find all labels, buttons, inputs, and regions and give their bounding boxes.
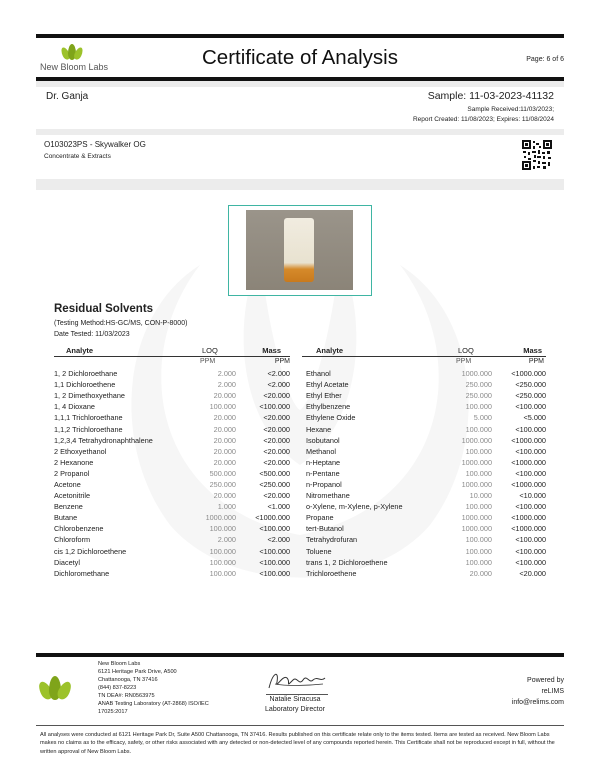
lab-address-line: (844) 837-8223 bbox=[98, 685, 137, 691]
disclaimer-rule bbox=[36, 725, 564, 726]
powered-by-brand[interactable]: reLIMS bbox=[541, 688, 564, 695]
solvent-row bbox=[306, 512, 546, 523]
solvent-row bbox=[54, 468, 290, 479]
mass-value: <100.000 bbox=[515, 502, 546, 512]
analyte-name: Benzene bbox=[54, 502, 83, 512]
analyte-name: Ethanol bbox=[306, 369, 331, 379]
loq-unit: PPM bbox=[200, 358, 216, 365]
mass-unit-right: PPM bbox=[528, 358, 544, 365]
solvent-row bbox=[306, 423, 546, 434]
solvent-row bbox=[54, 390, 290, 401]
loq-value: 100.000 bbox=[465, 446, 492, 456]
client-name: Dr. Ganja bbox=[46, 91, 89, 102]
report-dates: Report Created: 11/08/2023; Expires: 11/08/2024 bbox=[412, 116, 554, 123]
analyte-name: Dichloromethane bbox=[54, 568, 110, 578]
analyte-name: 1,2,3,4 Tetrahydronaphthalene bbox=[54, 435, 153, 445]
signer-title: Laboratory Director bbox=[265, 706, 325, 713]
sample-id: Sample: 11-03-2023-41132 bbox=[427, 90, 554, 102]
mass-value: <1000.000 bbox=[255, 513, 290, 523]
solvent-row bbox=[54, 435, 290, 446]
page-title: Certificate of Analysis bbox=[202, 46, 398, 69]
loq-value: 1000.000 bbox=[461, 369, 492, 379]
solvent-row bbox=[306, 379, 546, 390]
solvent-row bbox=[54, 557, 290, 568]
results-panel bbox=[36, 190, 564, 640]
mass-value: <1000.000 bbox=[511, 513, 546, 523]
mass-value: <100.000 bbox=[259, 402, 290, 412]
analyte-name: Propane bbox=[306, 513, 334, 523]
analyte-name: 1, 2 Dimethoxyethane bbox=[54, 391, 125, 401]
analyte-name: Diacetyl bbox=[54, 557, 80, 567]
analyte-name: Ethylbenzene bbox=[306, 402, 351, 412]
mass-value: <20.000 bbox=[519, 568, 546, 578]
mass-value: <1000.000 bbox=[511, 479, 546, 489]
mass-value: <1000.000 bbox=[511, 435, 546, 445]
mass-unit: PPM bbox=[274, 358, 290, 365]
lab-address-line: 17025:2017 bbox=[98, 709, 128, 715]
solvent-row bbox=[306, 479, 546, 490]
solvent-row bbox=[306, 501, 546, 512]
solvent-row bbox=[54, 423, 290, 434]
sample-received: Sample Received:11/03/2023; bbox=[467, 106, 554, 113]
loq-value: 20.000 bbox=[213, 391, 236, 401]
loq-value: 100.000 bbox=[209, 402, 236, 412]
analyte-name: Acetone bbox=[54, 479, 81, 489]
solvent-row bbox=[306, 490, 546, 501]
mass-value: <2.000 bbox=[267, 380, 290, 390]
analyte-name: Acetonitrile bbox=[54, 491, 91, 501]
qr-code-icon bbox=[522, 140, 552, 170]
col-analyte-header-right: Analyte bbox=[316, 346, 344, 355]
lab-address-line: Chattanooga, TN 37416 bbox=[98, 677, 158, 683]
analyte-name: n-Pentane bbox=[306, 468, 340, 478]
product-category: Concentrate & Extracts bbox=[44, 153, 111, 160]
loq-value: 20.000 bbox=[213, 491, 236, 501]
analyte-name: cis 1,2 Dichloroethene bbox=[54, 546, 127, 556]
mass-value: <20.000 bbox=[263, 491, 290, 501]
solvent-row bbox=[54, 412, 290, 423]
solvent-row bbox=[54, 490, 290, 501]
mass-value: <100.000 bbox=[515, 424, 546, 434]
mass-value: <100.000 bbox=[515, 546, 546, 556]
lab-address-line: New Bloom Labs bbox=[98, 661, 141, 667]
loq-value: 100.000 bbox=[209, 546, 236, 556]
analyte-name: Hexane bbox=[306, 424, 332, 434]
section-title: Residual Solvents bbox=[54, 303, 154, 315]
analyte-name: 2 Propanol bbox=[54, 468, 90, 478]
loq-unit-right: PPM bbox=[456, 358, 472, 365]
loq-value: 100.000 bbox=[465, 557, 492, 567]
solvent-row bbox=[306, 546, 546, 557]
solvent-row bbox=[306, 446, 546, 457]
client-panel bbox=[36, 87, 564, 129]
col-loq-header-right: LOQ bbox=[458, 346, 474, 355]
analyte-name: Isobutanol bbox=[306, 435, 340, 445]
mass-value: <250.000 bbox=[515, 380, 546, 390]
contact-email[interactable]: info@relims.com bbox=[511, 699, 564, 706]
mass-value: <100.000 bbox=[515, 535, 546, 545]
analyte-name: 1,1,1 Trichloroethane bbox=[54, 413, 123, 423]
analyte-name: 1,1 Dichloroethene bbox=[54, 380, 116, 390]
product-panel bbox=[36, 135, 564, 179]
mass-value: <5.000 bbox=[523, 413, 546, 423]
loq-value: 100.000 bbox=[465, 468, 492, 478]
loq-value: 250.000 bbox=[209, 479, 236, 489]
analyte-name: 1, 4 Dioxane bbox=[54, 402, 95, 412]
mass-value: <1000.000 bbox=[511, 457, 546, 467]
mass-value: <100.000 bbox=[259, 557, 290, 567]
solvent-row bbox=[306, 568, 546, 579]
analyte-name: Butane bbox=[54, 513, 78, 523]
mass-value: <10.000 bbox=[519, 491, 546, 501]
loq-value: 20.000 bbox=[469, 568, 492, 578]
mass-value: <2.000 bbox=[267, 369, 290, 379]
solvent-row bbox=[54, 401, 290, 412]
analyte-name: o-Xylene, m-Xylene, p-Xylene bbox=[306, 502, 403, 512]
loq-value: 2.000 bbox=[217, 369, 236, 379]
lab-address-block bbox=[98, 660, 209, 716]
mass-value: <250.000 bbox=[259, 479, 290, 489]
analyte-name: Chlorobenzene bbox=[54, 524, 104, 534]
loq-value: 1000.000 bbox=[461, 479, 492, 489]
loq-value: 100.000 bbox=[209, 524, 236, 534]
mass-value: <1.000 bbox=[267, 502, 290, 512]
table-header-rule bbox=[54, 356, 290, 357]
analyte-name: tert-Butanol bbox=[306, 524, 344, 534]
loq-value: 20.000 bbox=[213, 446, 236, 456]
lab-name: New Bloom Labs bbox=[40, 62, 109, 72]
col-loq-header: LOQ bbox=[202, 346, 218, 355]
mass-value: <20.000 bbox=[263, 391, 290, 401]
analyte-name: 2 Ethoxyethanol bbox=[54, 446, 107, 456]
mass-value: <100.000 bbox=[259, 546, 290, 556]
mass-value: <100.000 bbox=[515, 557, 546, 567]
lab-address-line: TN DEA#: RN0563975 bbox=[98, 693, 155, 699]
solvent-row bbox=[306, 534, 546, 545]
header-top-rule bbox=[36, 34, 564, 38]
signer-name: Natalie Siracusa bbox=[269, 696, 321, 703]
mass-value: <20.000 bbox=[263, 446, 290, 456]
analyte-name: 2 Hexanone bbox=[54, 457, 94, 467]
analyte-name: n-Heptane bbox=[306, 457, 341, 467]
footer-top-rule bbox=[36, 653, 564, 657]
solvent-row bbox=[54, 512, 290, 523]
col-mass-header: Mass bbox=[262, 346, 281, 355]
loq-value: 2.000 bbox=[217, 535, 236, 545]
solvent-row bbox=[306, 557, 546, 568]
loq-value: 500.000 bbox=[209, 468, 236, 478]
analyte-name: Chloroform bbox=[54, 535, 91, 545]
solvent-row bbox=[54, 479, 290, 490]
mass-value: <500.000 bbox=[259, 468, 290, 478]
loq-value: 10.000 bbox=[469, 491, 492, 501]
loq-value: 1000.000 bbox=[461, 524, 492, 534]
mass-value: <20.000 bbox=[263, 435, 290, 445]
analyte-name: Ethyl Acetate bbox=[306, 380, 349, 390]
col-analyte-header: Analyte bbox=[66, 346, 94, 355]
loq-value: 2.000 bbox=[217, 380, 236, 390]
powered-by-label: Powered by bbox=[527, 677, 564, 684]
loq-value: 100.000 bbox=[465, 535, 492, 545]
solvent-row bbox=[54, 379, 290, 390]
mass-value: <1000.000 bbox=[511, 524, 546, 534]
loq-value: 20.000 bbox=[213, 435, 236, 445]
analyte-name: Nitromethane bbox=[306, 491, 350, 501]
loq-value: 100.000 bbox=[209, 557, 236, 567]
sample-jar-icon bbox=[284, 218, 314, 282]
solvent-row bbox=[54, 534, 290, 545]
mass-value: <20.000 bbox=[263, 424, 290, 434]
solvent-row bbox=[306, 457, 546, 468]
solvent-row bbox=[54, 523, 290, 534]
disclaimer-text: All analyses were conducted at 6121 Heritage Park Dr, Suite A500 Chattanooga, TN 37416. Results published on this certificate relate only to the items tested. Items are tested as received. New Bloom Labs makes no claims as to the efficacy, safety, or other risks associated with any detected or non-detected level of any compounds reported herein. This Certificate shall not be reproduced except in full, without the written approval of New Bloom Labs. bbox=[40, 732, 555, 755]
loq-value: 1.000 bbox=[217, 502, 236, 512]
loq-value: 5.000 bbox=[473, 413, 492, 423]
signature-image bbox=[265, 668, 329, 694]
solvent-row bbox=[306, 401, 546, 412]
mass-value: <20.000 bbox=[263, 413, 290, 423]
solvent-row bbox=[306, 368, 546, 379]
loq-value: 100.000 bbox=[465, 502, 492, 512]
loq-value: 1000.000 bbox=[461, 435, 492, 445]
analyte-name: Methanol bbox=[306, 446, 337, 456]
sample-photo-frame bbox=[228, 205, 372, 296]
testing-method: (Testing Method:HS-GC/MS, CON-P-8000) bbox=[54, 320, 188, 327]
loq-value: 100.000 bbox=[465, 424, 492, 434]
loq-value: 20.000 bbox=[213, 413, 236, 423]
loq-value: 250.000 bbox=[465, 391, 492, 401]
signature-line bbox=[266, 694, 328, 695]
analyte-name: 1, 2 Dichloroethane bbox=[54, 369, 118, 379]
mass-value: <250.000 bbox=[515, 391, 546, 401]
mass-value: <1000.000 bbox=[511, 369, 546, 379]
col-mass-header-right: Mass bbox=[523, 346, 542, 355]
analyte-name: trans 1, 2 Dichloroethene bbox=[306, 557, 388, 567]
mass-value: <100.000 bbox=[515, 446, 546, 456]
lab-address-line: ANAB Testing Laboratory (AT-2868) ISO/IEC bbox=[98, 701, 209, 707]
left-rows bbox=[54, 368, 290, 579]
solvent-row bbox=[306, 412, 546, 423]
product-name: O103023PS - Skywalker OG bbox=[44, 140, 146, 149]
mass-value: <100.000 bbox=[515, 402, 546, 412]
loq-value: 1000.000 bbox=[205, 513, 236, 523]
analyte-name: n-Propanol bbox=[306, 479, 342, 489]
solvent-row bbox=[54, 446, 290, 457]
page-number: Page: 6 of 6 bbox=[526, 56, 564, 63]
analyte-name: Ethyl Ether bbox=[306, 391, 342, 401]
solvent-row bbox=[54, 501, 290, 512]
mass-value: <100.000 bbox=[259, 524, 290, 534]
solvent-row bbox=[54, 546, 290, 557]
loq-value: 100.000 bbox=[465, 402, 492, 412]
footer-logo-icon bbox=[40, 676, 70, 702]
loq-value: 1000.000 bbox=[461, 513, 492, 523]
mass-value: <2.000 bbox=[267, 535, 290, 545]
right-rows bbox=[306, 368, 546, 579]
loq-value: 250.000 bbox=[465, 380, 492, 390]
analyte-name: Toluene bbox=[306, 546, 332, 556]
loq-value: 20.000 bbox=[213, 424, 236, 434]
solvent-row bbox=[306, 390, 546, 401]
mass-value: <100.000 bbox=[259, 568, 290, 578]
solvent-row bbox=[306, 523, 546, 534]
loq-value: 100.000 bbox=[465, 546, 492, 556]
sample-photo bbox=[246, 210, 353, 290]
analyte-name: Trichloroethene bbox=[306, 568, 357, 578]
solvent-row bbox=[306, 468, 546, 479]
loq-value: 1000.000 bbox=[461, 457, 492, 467]
date-tested: Date Tested: 11/03/2023 bbox=[54, 331, 130, 338]
loq-value: 20.000 bbox=[213, 457, 236, 467]
solvent-row bbox=[306, 435, 546, 446]
solvent-row bbox=[54, 568, 290, 579]
table-header-rule-right bbox=[302, 356, 546, 357]
analyte-name: Ethylene Oxide bbox=[306, 413, 356, 423]
analyte-name: 1,1,2 Trichloroethane bbox=[54, 424, 123, 434]
mass-value: <100.000 bbox=[515, 468, 546, 478]
solvent-row bbox=[54, 457, 290, 468]
analyte-name: Tetrahydrofuran bbox=[306, 535, 358, 545]
loq-value: 100.000 bbox=[209, 568, 236, 578]
solvent-row bbox=[54, 368, 290, 379]
mass-value: <20.000 bbox=[263, 457, 290, 467]
lab-address-line: 6121 Heritage Park Drive, A500 bbox=[98, 669, 177, 675]
